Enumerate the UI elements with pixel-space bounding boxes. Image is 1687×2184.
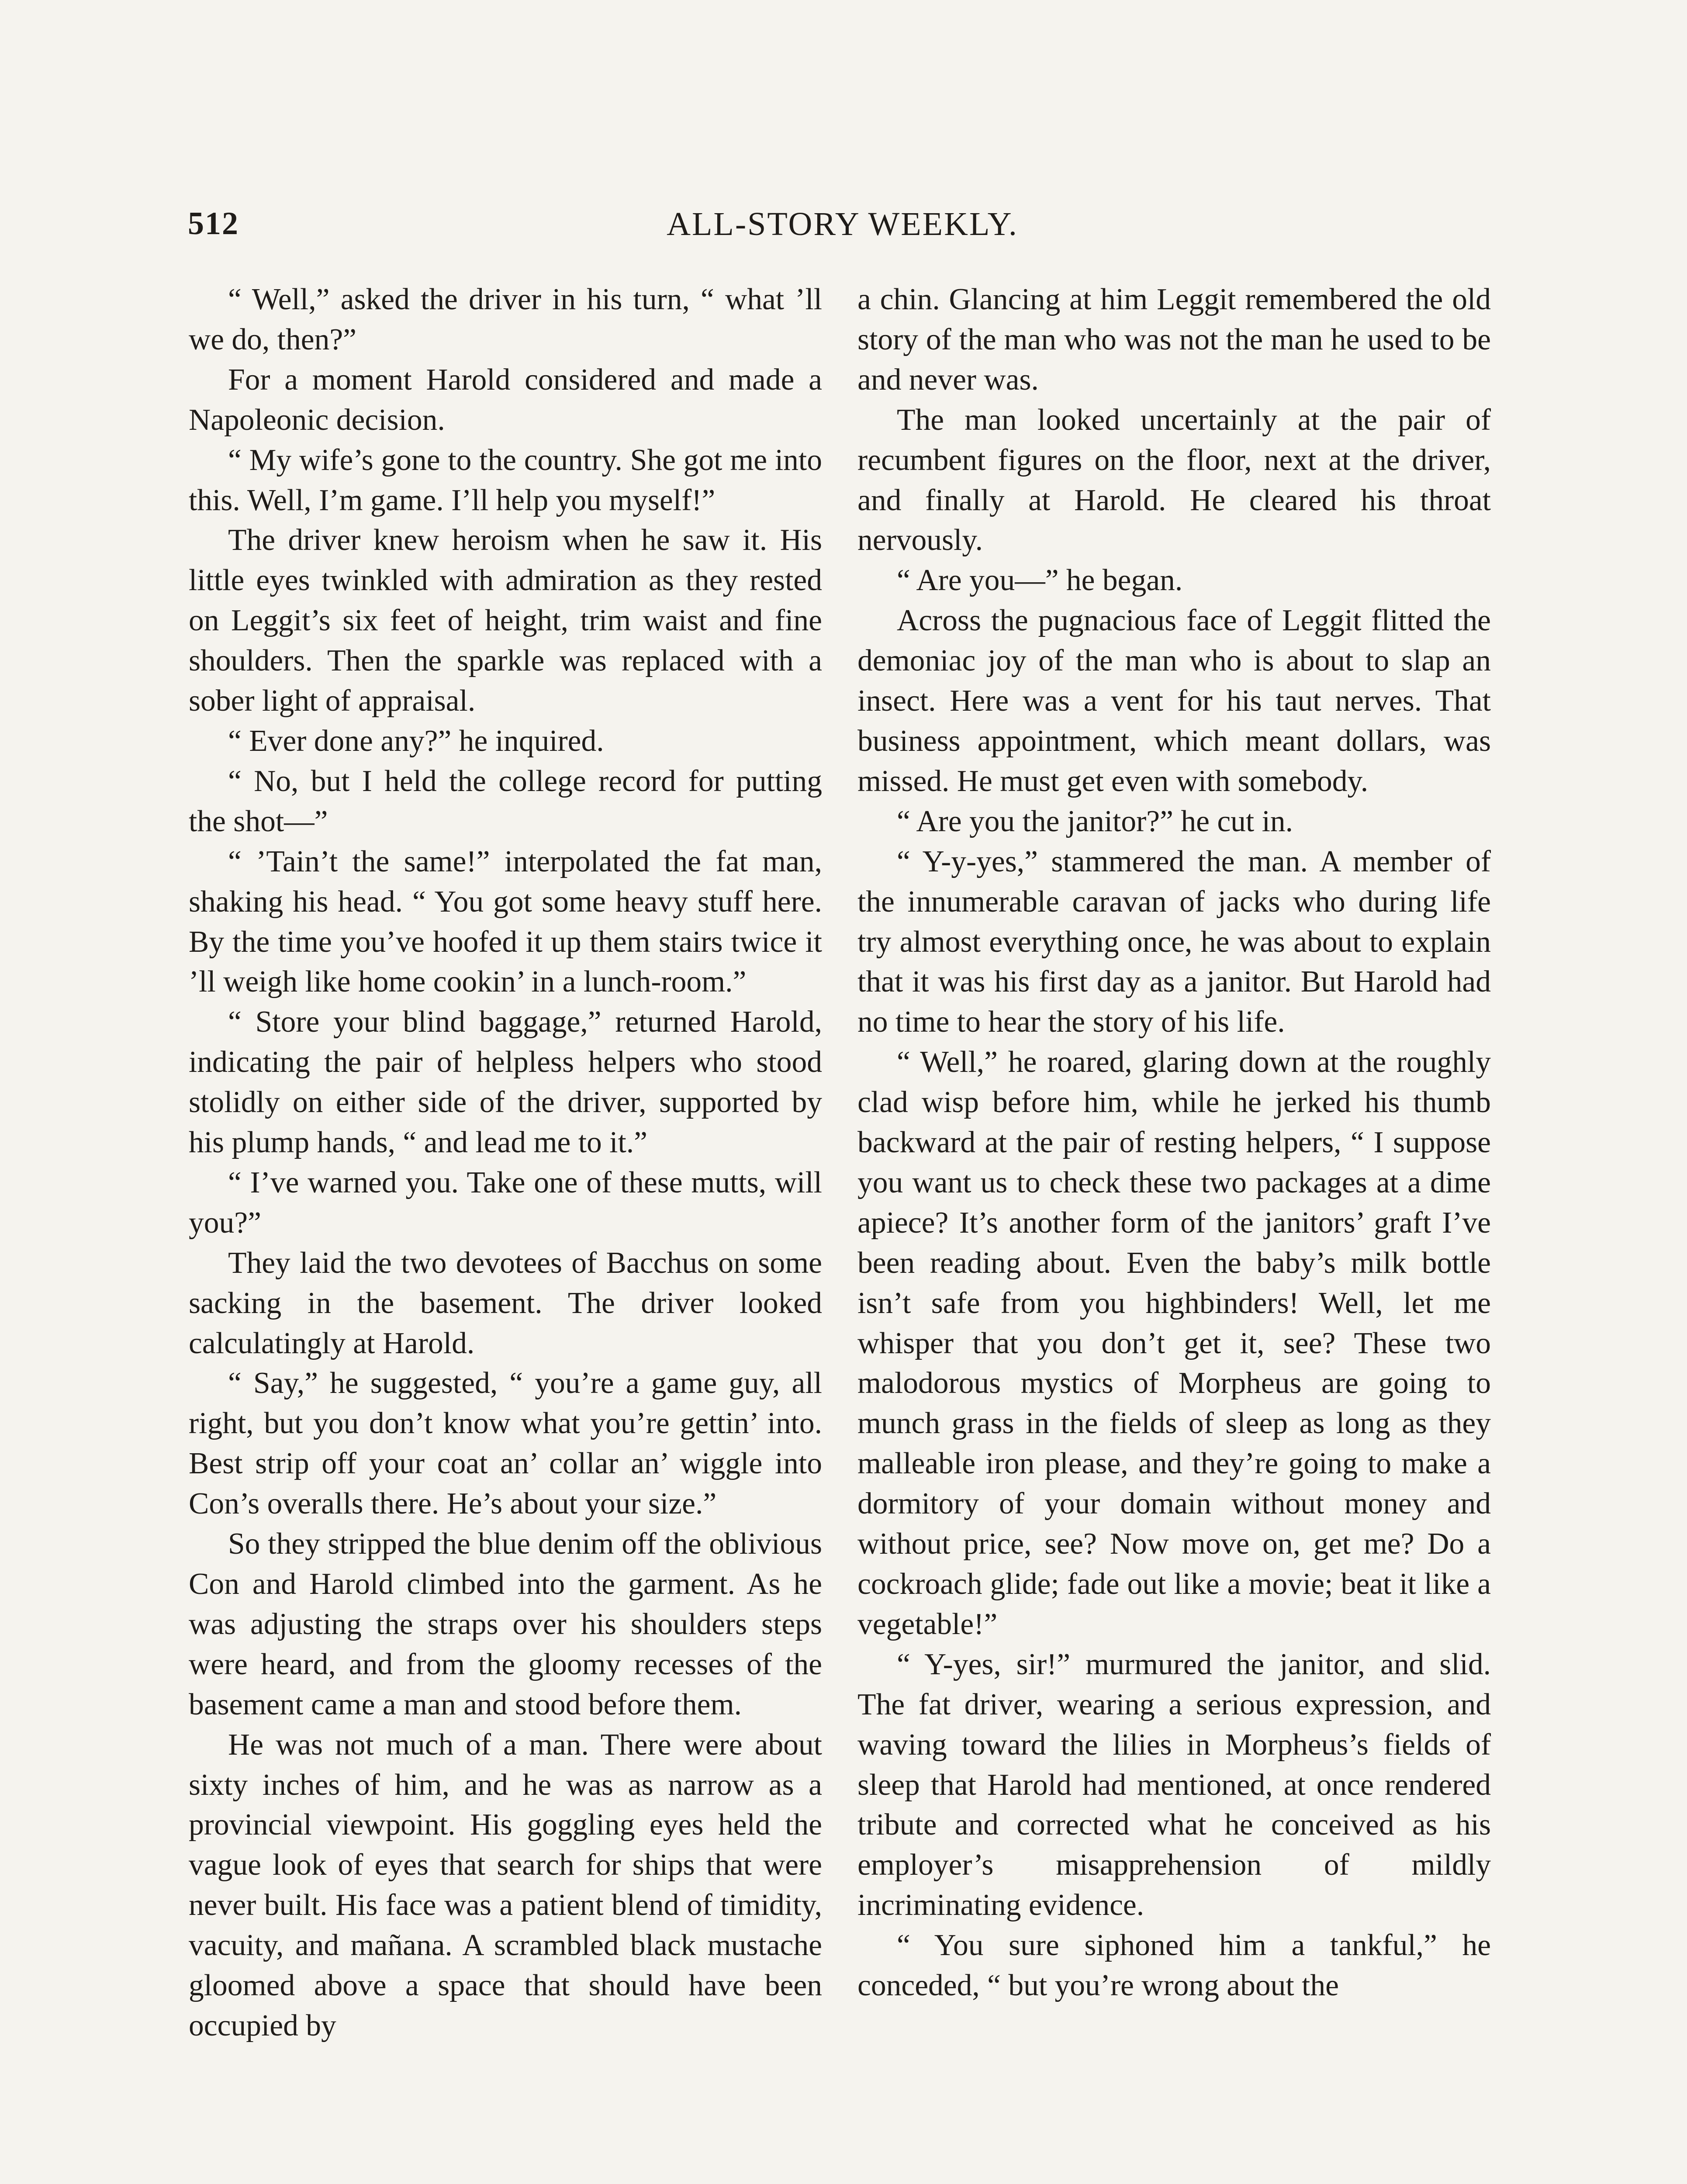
paragraph: The man looked uncertainly at the pair of recumbent figures on the floor, next at the driver, and finally at Harold. He cleared his throat nervously. [857, 403, 1491, 557]
paragraph: a chin. Glancing at him Leggit remembered the old story of the man who was not the man he used to be and never was. [857, 283, 1491, 397]
paragraph: “ Y-yes, sir!” murmured the janitor, and slid. The fat driver, wearing a serious expression, and waving toward the lilies in Morpheus’s fields of sleep that Harold had mentioned, at once rendered tribute and corrected what he conceived as his employer’s misapprehension of mildly incriminating evidence. [857, 1647, 1491, 1922]
paragraph: “ Store your blind baggage,” returned Harold, indicating the pair of helpless helpers who stood stolidly on either side of the driver, supported by his plump hands, “ and lead me to it.” [189, 1005, 822, 1160]
paragraph: “ Well,” asked the driver in his turn, “ what ’ll we do, then?” [189, 283, 822, 356]
paragraph: “ My wife’s gone to the country. She got me into this. Well, I’m game. I’ll help you myself!” [189, 443, 822, 517]
paragraph: “ Say,” he suggested, “ you’re a game guy, all right, but you don’t know what you’re gettin’ into. Best strip off your coat an’ collar an’ wiggle into Con’s overalls there. He’s about your size.” [189, 1366, 822, 1521]
page-number: 512 [188, 206, 239, 242]
page-header [188, 205, 1497, 253]
paragraph: “ You sure siphoned him a tankful,” he conceded, “ but you’re wrong about the [857, 1928, 1491, 2003]
paragraph: “ No, but I held the college record for putting the shot—” [189, 764, 822, 838]
paragraph: Across the pugnacious face of Leggit flitted the demoniac joy of the man who is about to slap an insect. Here was a vent for his taut nerves. That business appointment, which meant dollars, was missed. He must get even with somebody. [857, 604, 1491, 798]
paragraph: “ Are you the janitor?” he cut in. [897, 804, 1293, 838]
running-title: ALL-STORY WEEKLY. [667, 206, 1018, 242]
right-column [857, 280, 1491, 2006]
paragraph: “ Ever done any?” he inquired. [228, 724, 604, 758]
paragraph: He was not much of a man. There were about sixty inches of him, and he was as narrow as a provincial viewpoint. His goggling eyes held the vague look of eyes that search for ships that were never built. His face was a patient blend of timidity, vacuity, and mañana. A scrambled black mustache gloomed above a space that should have been occupied by [189, 1728, 822, 2042]
paragraph: “ ’Tain’t the same!” interpolated the fat man, shaking his head. “ You got some heavy stuff here. By the time you’ve hoofed it up them stairs twice it ’ll weigh like home cookin’ in a lunch-room.” [189, 844, 822, 999]
paragraph: “ Well,” he roared, glaring down at the roughly clad wisp before him, while he jerked his thumb backward at the pair of resting helpers, “ I suppose you want us to check these two packages at a dime apiece? It’s another form of the janitors’ graft I’ve been reading about. Even the baby’s milk bottle isn’t safe from you highbinders! Well, let me whisper that you don’t get it, see? These two malodorous mystics of Morpheus are going to munch grass in the fields of sleep as long as they malleable iron please, and they’re going to make a dormitory of your domain without money and without price, see? Now move on, get me? Do a cockroach glide; fade out like a movie; beat it like a vegetable!” [857, 1045, 1491, 1641]
left-column [189, 280, 822, 2046]
paragraph: For a moment Harold considered and made a Napoleonic decision. [189, 363, 822, 437]
paragraph: So they stripped the blue denim off the oblivious Con and Harold climbed into the garment. As he was adjusting the straps over his shoulders steps were heard, and from the gloomy recesses of the basement came a man and stood before them. [189, 1527, 822, 1721]
paragraph: They laid the two devotees of Bacchus on some sacking in the basement. The driver looked calculatingly at Harold. [189, 1246, 822, 1360]
paragraph: The driver knew heroism when he saw it. His little eyes twinkled with admiration as they rested on Leggit’s six feet of height, trim waist and fine shoulders. Then the sparkle was replaced with a sober light of appraisal. [189, 523, 822, 718]
paragraph: “ Are you—” he began. [897, 563, 1183, 598]
paragraph: “ I’ve warned you. Take one of these mutts, will you?” [189, 1165, 822, 1240]
paragraph: “ Y-y-yes,” stammered the man. A member of the innumerable caravan of jacks who during life try almost everything once, he was about to explain that it was his first day as a janitor. But Harold had no time to hear the story of his life. [857, 844, 1491, 1039]
